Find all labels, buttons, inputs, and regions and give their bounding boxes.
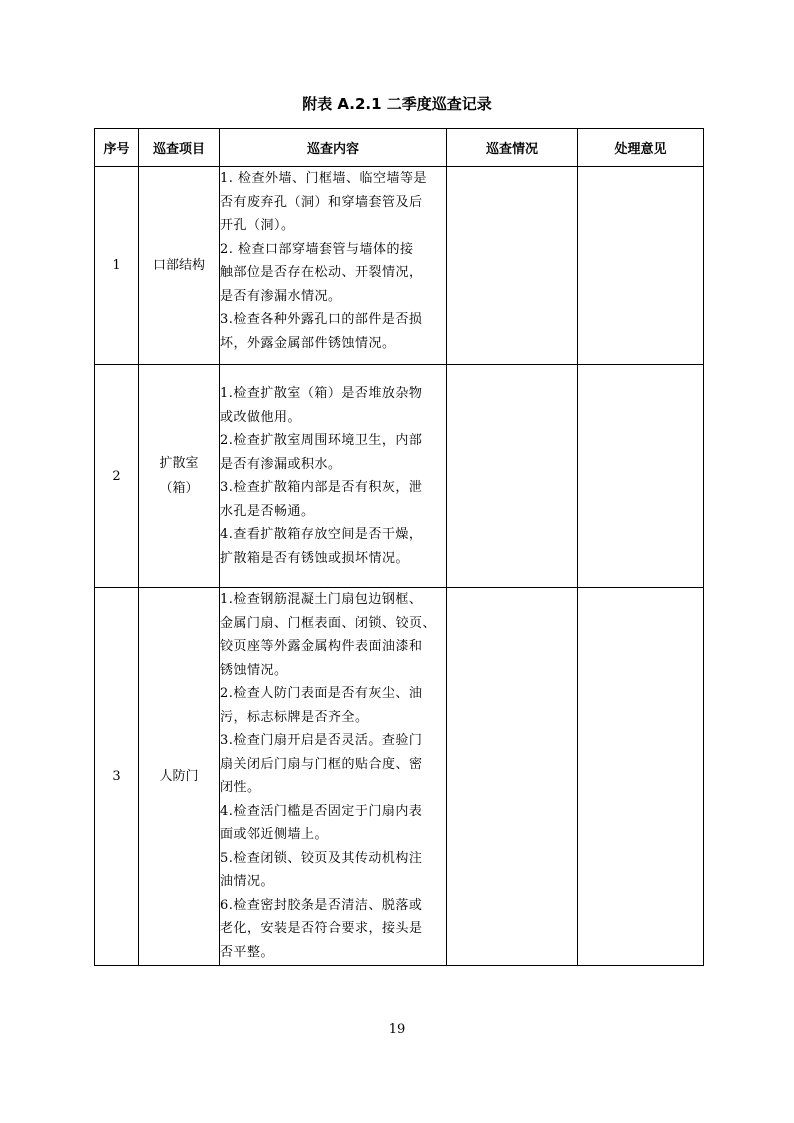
page-number: 19: [388, 1022, 406, 1037]
table-header-row: [95, 129, 704, 167]
content-line: 污，标志标牌是否齐全。: [220, 709, 369, 725]
header-content: 巡查内容: [220, 129, 447, 167]
content-line: 否平整。: [220, 944, 275, 960]
table-row: [95, 167, 704, 365]
row-content: [220, 167, 447, 365]
content-line: 1.检查钢筋混凝土门扇包边钢框、: [220, 592, 423, 607]
content-line: 6.检查密封胶条是否清洁、脱落或: [220, 897, 423, 913]
content-line: 4.查看扩散箱存放空间是否干燥，: [220, 527, 423, 542]
content-line: 闭性。: [220, 780, 261, 795]
row-item: [139, 588, 220, 966]
content-line: 是否有渗漏水情况。: [220, 288, 342, 304]
content-line: 或改做他用。: [220, 409, 302, 425]
row-item: [139, 365, 220, 588]
row-opinion-cell[interactable]: [578, 167, 704, 365]
table-row: [95, 365, 704, 588]
header-seq: 序号: [95, 129, 139, 167]
content-line: 1.检查扩散室（箱）是否堆放杂物: [220, 386, 423, 401]
row-status-cell[interactable]: [447, 167, 578, 365]
content-line: 水孔是否畅通。: [220, 503, 315, 519]
row-content: [220, 588, 447, 966]
content-line: 否有废弃孔（洞）和穿墙套管及后: [220, 194, 423, 210]
row-item-label: 口部结构: [152, 258, 205, 273]
content-line: 2. 检查口部穿墙套管与墙体的接: [220, 241, 414, 257]
row-item-label: 扩散室（箱）: [159, 456, 199, 496]
row-opinion-cell[interactable]: [578, 365, 704, 588]
content-line: 扇关闭后门扇与门框的贴合度、密: [220, 756, 423, 772]
row-item: [139, 167, 220, 365]
content-line: 扩散箱是否有锈蚀或损坏情况。: [220, 550, 410, 566]
content-line: 2.检查人防门表面是否有灰尘、油: [220, 686, 423, 701]
content-line: 开孔（洞）。: [220, 218, 295, 233]
content-line: 3.检查门扇开启是否灵活。查验门: [220, 733, 423, 748]
row-item-label: 人防门: [159, 769, 199, 784]
content-line: 老化，安装是否符合要求，接头是: [220, 921, 423, 936]
row-status-cell[interactable]: [447, 588, 578, 966]
header-item: 巡查项目: [139, 129, 220, 167]
content-line: 3.检查扩散箱内部是否有积灰，泄: [220, 480, 423, 495]
page-title: 附表 A.2.1 二季度巡查记录: [302, 95, 492, 113]
content-line: 2.检查扩散室周围环境卫生，内部: [220, 433, 423, 448]
content-line: 5.检查闭锁、铰页及其传动机构注: [220, 850, 423, 866]
content-line: 铰页座等外露金属构件表面油漆和: [220, 639, 423, 654]
row-seq: 2: [95, 365, 139, 588]
row-seq: 3: [95, 588, 139, 966]
row-seq: 1: [95, 167, 139, 365]
content-line: 金属门扇、门框表面、闭锁、铰页、: [220, 615, 437, 631]
content-line: 是否有渗漏或积水。: [220, 456, 342, 472]
content-line: 3.检查各种外露孔口的部件是否损: [220, 312, 423, 327]
row-status-cell[interactable]: [447, 365, 578, 588]
header-opinion: 处理意见: [578, 129, 704, 167]
content-line: 面或邻近侧墙上。: [220, 827, 329, 842]
row-opinion-cell[interactable]: [578, 588, 704, 966]
header-status: 巡查情况: [447, 129, 578, 167]
content-line: 锈蚀情况。: [220, 662, 288, 678]
content-line: 油情况。: [220, 874, 275, 889]
inspection-record-table: [94, 128, 704, 966]
content-line: 4.检查活门槛是否固定于门扇内表: [220, 803, 423, 819]
content-line: 触部位是否存在松动、开裂情况，: [220, 265, 423, 280]
content-line: 坏，外露金属部件锈蚀情况。: [220, 335, 396, 351]
content-line: 1. 检查外墙、门框墙、临空墙等是: [220, 171, 428, 186]
table-row: [95, 588, 704, 966]
row-content: [220, 365, 447, 588]
